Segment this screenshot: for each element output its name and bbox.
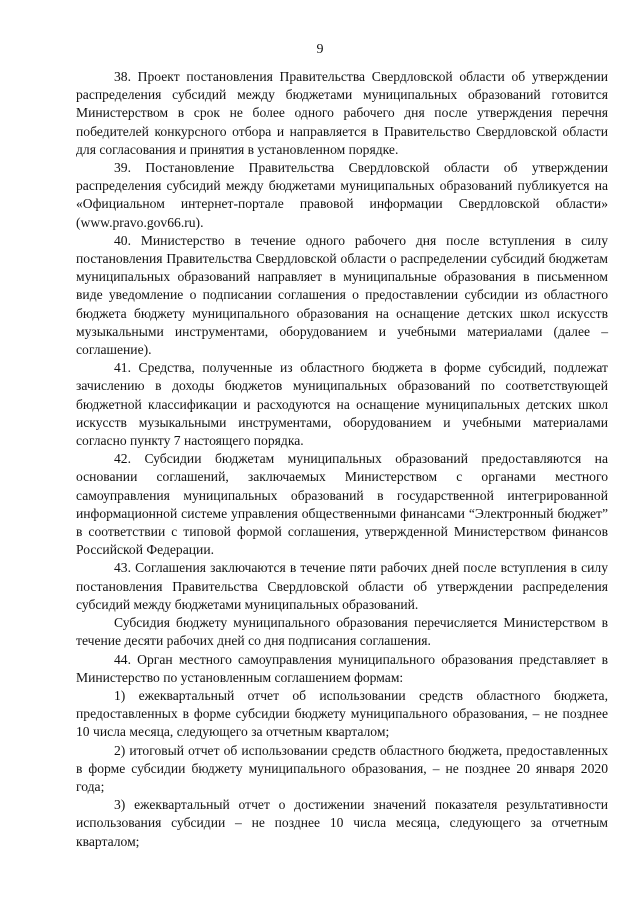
- paragraph-39: 39. Постановление Правительства Свердловской области об утверждении распределения субсидий между бюджетами муниципальных образований публикуется на «Официальном интернет-портале правовой информации Свердловской области» (www.pravo.gov66.ru).: [76, 160, 608, 230]
- paragraph-44: 44. Орган местного самоуправления муниципального образования представляет в Министерство по установленным соглашением формам:: [76, 651, 608, 685]
- page-number: 9: [316, 42, 324, 57]
- paragraph-43-subsidy: Субсидия бюджету муниципального образования перечисляется Министерством в течение десяти рабочих дней со дня подписания соглашения.: [76, 615, 608, 649]
- document-body: [76, 68, 608, 851]
- paragraph-40: 40. Министерство в течение одного рабочего дня после вступления в силу постановления Правительства Свердловской области о распределении субсидий бюджетам муниципальных образований направляет в муниципальные образования в письменном виде уведомление о подписании соглашения о предоставлении субсидии из областного бюджета бюджету муниципального образования на оснащение детских школ искусств музыкальными инструментами, оборудованием и учебными материалами (далее – соглашение).: [76, 232, 608, 358]
- list-item-2: 2) итоговый отчет об использовании средств областного бюджета, предоставленных в форме субсидии бюджету муниципального образования, – не позднее 20 января 2020 года;: [76, 742, 608, 794]
- paragraph-38: 38. Проект постановления Правительства Свердловской области об утверждении распределения субсидий между бюджетами муниципальных образований готовится Министерством в срок не более одного рабочего дня после утверждения перечня победителей конкурсного отбора и направляется в Правительство Свердловской области для согласования и принятия в установленном порядке.: [76, 69, 608, 157]
- list-item-1: 1) ежеквартальный отчет об использовании средств областного бюджета, предоставленных в форме субсидии бюджету муниципального образования, – не позднее 10 числа месяца, следующего за отчетным кварталом;: [76, 687, 608, 740]
- paragraph-42: 42. Субсидии бюджетам муниципальных образований предоставляются на основании соглашений, заключаемых Министерством с органами местного самоуправления муниципальных образований в государственной интегрированной информационной системе управления общественными финансами “Электронный бюджет” в соответствии с типовой формой соглашения, утвержденной Министерством финансов Российской Федерации.: [76, 451, 608, 558]
- paragraph-43: 43. Соглашения заключаются в течение пяти рабочих дней после вступления в силу постановления Правительства Свердловской области об утверждении распределения субсидий между бюджетами муниципальных образований.: [76, 560, 608, 612]
- list-item-3: 3) ежеквартальный отчет о достижении значений показателя результативности использования субсидии – не позднее 10 числа месяца, следующего за отчетным кварталом;: [76, 797, 608, 849]
- paragraph-41: 41. Средства, полученные из областного бюджета в форме субсидий, подлежат зачислению в доходы бюджетов муниципальных образований по соответствующей бюджетной классификации и расходуются на оснащение муниципальных детских школ искусств музыкальными инструментами, оборудованием и учебными материалами согласно пункту 7 настоящего порядка.: [76, 360, 608, 449]
